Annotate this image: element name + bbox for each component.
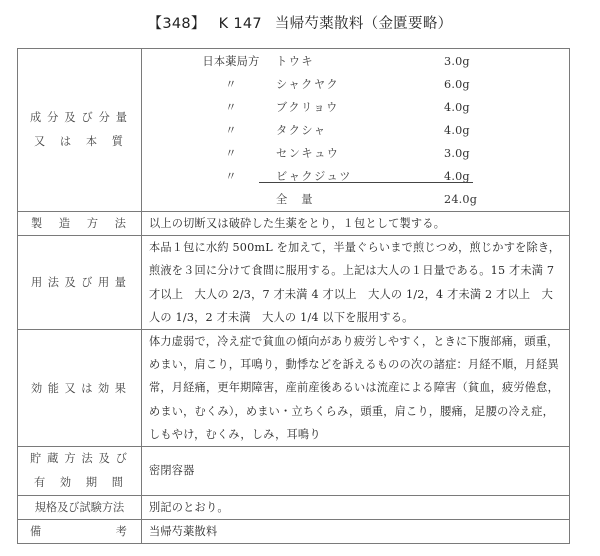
- specification-label-text: 規格及び試験方法: [34, 501, 125, 515]
- composition-list: [142, 49, 569, 211]
- ingredient-amount: 6.0g: [444, 78, 470, 91]
- ingredient-row: [142, 73, 562, 96]
- indications-row: [18, 330, 570, 447]
- ingredient-source: 〃: [225, 78, 237, 91]
- document-title: [0, 12, 600, 33]
- ingredient-amount: 3.0g: [444, 55, 470, 68]
- indications-label-text: 効能又は効果: [31, 381, 128, 395]
- ingredient-name: シャクヤク: [276, 78, 340, 91]
- composition-content: [142, 49, 570, 212]
- ingredient-amount: 4.0g: [444, 101, 470, 114]
- ingredient-source: 〃: [225, 101, 237, 114]
- ingredient-name: タクシャ: [276, 124, 327, 137]
- composition-label-line1: 成分及び分量: [30, 111, 129, 124]
- specification-content: 別記のとおり。: [142, 496, 570, 520]
- composition-row: [18, 49, 570, 212]
- manufacturing-content: 以上の切断又は破砕した生薬をとり，１包として製する。: [142, 212, 570, 236]
- dosage-row: [18, 236, 570, 330]
- ingredient-amount: 4.0g: [444, 170, 470, 183]
- ingredient-name: トウキ: [276, 55, 315, 68]
- dosage-label-text: 用法及び用量: [31, 276, 128, 290]
- storage-label: [18, 447, 142, 496]
- remarks-content: 当帰芍薬散料: [142, 520, 570, 544]
- storage-row: [18, 447, 570, 496]
- ingredient-source: 〃: [225, 170, 237, 183]
- total-label: 全量: [276, 193, 327, 206]
- ingredient-name: センキュウ: [276, 147, 340, 160]
- composition-label-line2: 又 は 本 質: [34, 135, 125, 148]
- ingredient-amount: 3.0g: [444, 147, 470, 160]
- indications-label: [18, 330, 142, 447]
- total-row: [142, 188, 562, 211]
- ingredient-source: 日本薬局方: [202, 55, 260, 68]
- storage-label-line2: 有効期間: [34, 476, 125, 490]
- indications-content: 体力虚弱で，冷え症で貧血の傾向があり疲労しやすく，ときに下腹部痛，頭重，めまい，肩こり，耳鳴り，動悸などを訴えるものの次の諸症：月経不順，月経異常，月経痛，更年期障害，産前産後あるいは流産による障害（貧血，疲労倦怠，めまい，むくみ），めまい・立ちくらみ，頭重，肩こり，腰痛，足腰の冷え症，しもやけ，むくみ，しみ，耳鳴り: [142, 330, 570, 447]
- ingredient-row: [142, 165, 562, 188]
- entry-number: 【348】: [147, 16, 206, 32]
- dosage-content: 本品１包に水約 500mL を加えて，半量ぐらいまで煎じつめ，煎じかすを除き，煎液を３回に分けて食間に服用する。上記は大人の１日量である。15 才未満 7 才以上 大人の 2/3，7 才未満 4 才以上 大人の 1/2，4 才未満 2 才以上 大人の 1/3，2 才未満 大人の 1/4 以下を服用する。: [142, 236, 570, 330]
- dosage-label: [18, 236, 142, 330]
- total-divider: [259, 182, 473, 183]
- total-amount: 24.0g: [444, 193, 478, 206]
- ingredient-amount: 4.0g: [444, 124, 470, 137]
- entry-code: K 147: [218, 16, 262, 32]
- remarks-label: [18, 520, 142, 544]
- ingredient-name: ビャクジュツ: [276, 170, 352, 183]
- ingredient-source: 〃: [225, 147, 237, 160]
- specification-row: [18, 496, 570, 520]
- ingredient-row: [142, 96, 562, 119]
- manufacturing-label: [18, 212, 142, 236]
- remarks-label-text: 備考: [30, 525, 129, 539]
- manufacturing-label-text: 製造方法: [31, 217, 128, 231]
- specification-table: [17, 48, 570, 544]
- storage-label-line1: 貯蔵方法及び: [30, 452, 129, 466]
- specification-label: [18, 496, 142, 520]
- formula-name: 当帰芍薬散料（金匱要略）: [274, 16, 453, 32]
- ingredient-source: 〃: [225, 124, 237, 137]
- composition-label: [18, 49, 142, 212]
- ingredient-row: [142, 142, 562, 165]
- manufacturing-row: [18, 212, 570, 236]
- storage-content: 密閉容器: [142, 447, 570, 496]
- ingredient-row: [142, 50, 562, 73]
- ingredient-name: ブクリョウ: [276, 101, 339, 114]
- ingredient-row: [142, 119, 562, 142]
- remarks-row: [18, 520, 570, 544]
